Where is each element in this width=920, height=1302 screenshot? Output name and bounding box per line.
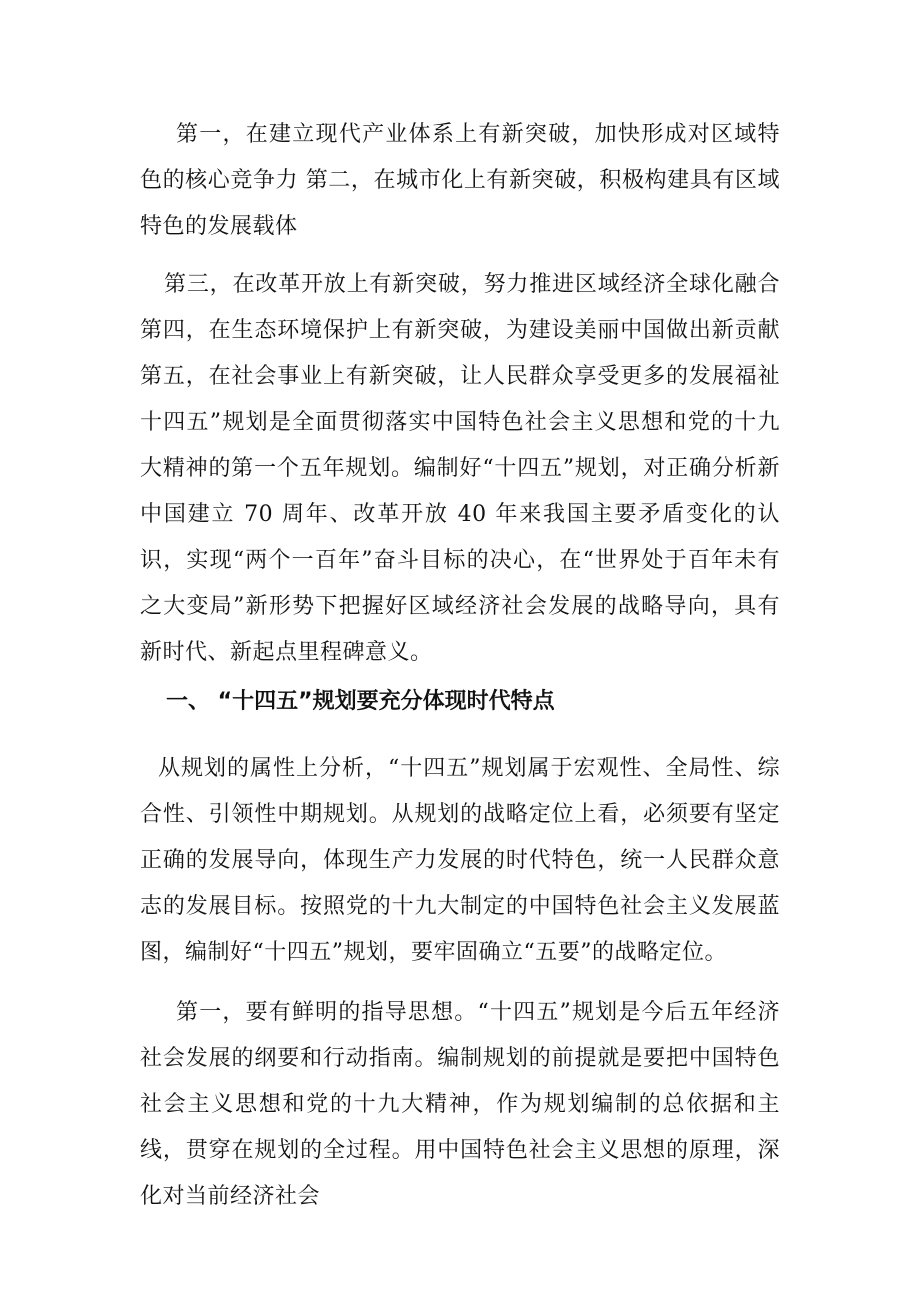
paragraph-reform-ecology-planning: 第三，在改革开放上有新突破，努力推进区域经济全球化融合 第四，在生态环境保护上有新突破，为建设美丽中国做出新贡献 第五，在社会事业上有新突破，让人民群众享受更多的发展福祉十四五”规划是全面贯彻落实中国特色社会主义思想和党的十九大精神的第一个五年规划。编制好“十四五”规划，对正确分析新中国建立 70 周年、改革开放 40 年来我国主要矛盾变化的认识，实现“两个一百年”奋斗目标的决心，在“世界处于百年未有之大变局”新形势下把握好区域经济社会发展的战略导向，具有新时代、新起点里程碑意义。 bbox=[140, 272, 780, 665]
paragraph-guiding-thought: 第一，要有鲜明的指导思想。“十四五”规划是今后五年经济社会发展的纲要和行动指南。编制规划的前提就是要把中国特色社会主义思想和党的十九大精神，作为规划编制的总依据和主线，贯穿在规划的全过程。用中国特色社会主义思想的原理，深化对当前经济社会 bbox=[140, 1000, 780, 1209]
paragraph-industry-urbanization: 第一，在建立现代产业体系上有新突破，加快形成对区域特色的核心竞争力 第二，在城市化上有新突破，积极构建具有区域特色的发展载体 bbox=[140, 122, 780, 239]
paragraph-planning-attributes: 从规划的属性上分析，“十四五”规划属于宏观性、全局性、综合性、引领性中期规划。从规划的战略定位上看，必须要有坚定正确的发展导向，体现生产力发展的时代特色，统一人民群众意志的发展目标。按照党的十九大制定的中国特色社会主义发展蓝图，编制好“十四五”规划，要牢固确立“五要”的战略定位。 bbox=[140, 756, 780, 965]
section-heading: 一、 “十四五”规划要充分体现时代特点 bbox=[166, 689, 555, 714]
